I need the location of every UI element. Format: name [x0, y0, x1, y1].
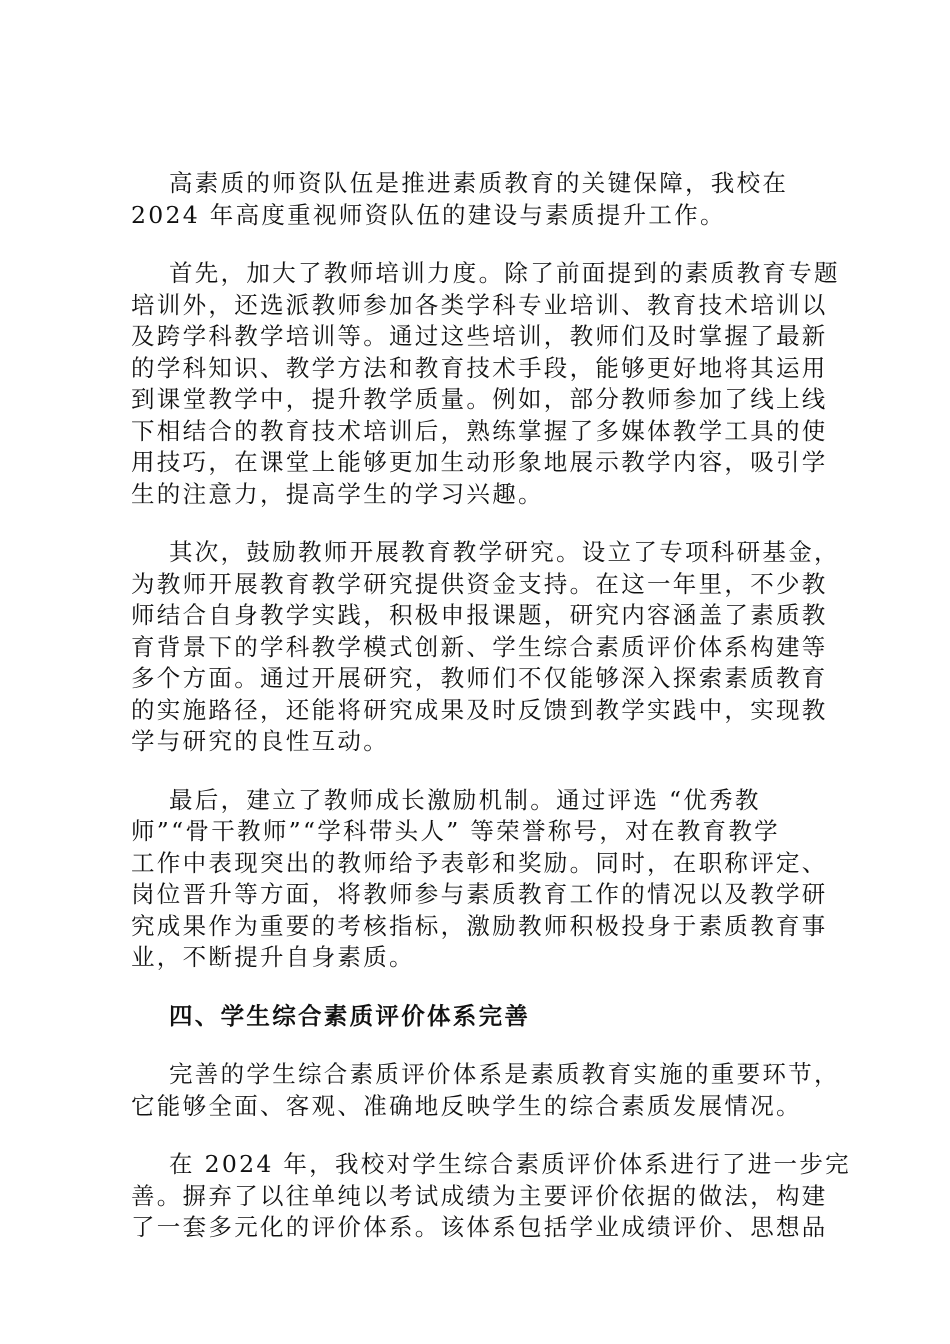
- text-line: 到课堂教学中，提升教学质量。例如，部分教师参加了线上线: [131, 385, 828, 413]
- paragraph-teacher-training: [131, 258, 840, 510]
- text-line: 师”“骨干教师”“学科带头人” 等荣誉称号，对在教育教学: [131, 817, 780, 845]
- text-line: 了一套多元化的评价体系。该体系包括学业成绩评价、思想品: [131, 1213, 828, 1241]
- text-line: 的实施路径，还能将研究成果及时反馈到教学实践中，实现教: [131, 695, 828, 724]
- text-line: 下相结合的教育技术培训后，熟练掌握了多媒体教学工具的使: [131, 416, 828, 445]
- paragraph-evaluation-intro: [131, 1059, 840, 1122]
- document-page: [131, 168, 851, 1271]
- section-heading: 四、学生综合素质评价体系完善: [169, 1001, 531, 1030]
- text-line: 首先，加大了教师培训力度。除了前面提到的素质教育专题: [169, 259, 840, 287]
- text-line: 善。摒弃了以往单纯以考试成绩为主要评价依据的做法，构建: [131, 1181, 828, 1210]
- text-line: 培训外，还选派教师参加各类学科专业培训、教育技术培训以: [131, 290, 828, 319]
- text-line: 岗位晋升等方面，将教师参与素质教育工作的情况以及教学研: [131, 880, 828, 908]
- text-line: 2024 年高度重视师资队伍的建设与素质提升工作。: [131, 200, 726, 229]
- text-line: 工作中表现突出的教师给予表彰和奖励。同时，在职称评定、: [131, 848, 828, 877]
- text-line: 为教师开展教育教学研究提供资金支持。在这一年里，不少教: [131, 569, 828, 598]
- text-line: 的学科知识、教学方法和教育技术手段，能够更好地将其运用: [131, 353, 828, 382]
- text-line: 用技巧，在课堂上能够更加生动形象地展示教学内容，吸引学: [131, 448, 828, 476]
- text-line: 业，不断提升自身素质。: [131, 943, 415, 971]
- paragraph-teacher-incentive: [131, 785, 831, 974]
- text-line: 多个方面。通过开展研究，教师们不仅能够深入探索素质教育: [131, 664, 828, 692]
- text-line: 它能够全面、客观、准确地反映学生的综合素质发展情况。: [131, 1091, 802, 1120]
- text-line: 师结合自身教学实践，积极申报课题，研究内容涵盖了素质教: [131, 601, 828, 629]
- text-line: 完善的学生综合素质评价体系是素质教育实施的重要环节，: [169, 1060, 840, 1088]
- text-line: 最后，建立了教师成长激励机制。通过评选 “优秀教: [169, 785, 761, 814]
- text-line: 在 2024 年，我校对学生综合素质评价体系进行了进一步完: [169, 1150, 851, 1178]
- paragraph-evaluation-2024: [131, 1149, 851, 1244]
- paragraph-teacher-research: [131, 537, 840, 758]
- text-line: 高素质的师资队伍是推进素质教育的关键保障，我校在: [169, 169, 789, 197]
- text-line: 生的注意力，提高学生的学习兴趣。: [131, 479, 544, 508]
- text-line: 育背景下的学科教学模式创新、学生综合素质评价体系构建等: [131, 632, 828, 661]
- text-line: 学与研究的良性互动。: [131, 727, 389, 755]
- text-line: 其次，鼓励教师开展教育教学研究。设立了专项科研基金，: [169, 538, 840, 566]
- text-line: 究成果作为重要的考核指标，激励教师积极投身于素质教育事: [131, 911, 828, 940]
- paragraph-teacher-team: [131, 168, 831, 231]
- text-line: 及跨学科教学培训等。通过这些培训，教师们及时掌握了最新: [131, 322, 828, 350]
